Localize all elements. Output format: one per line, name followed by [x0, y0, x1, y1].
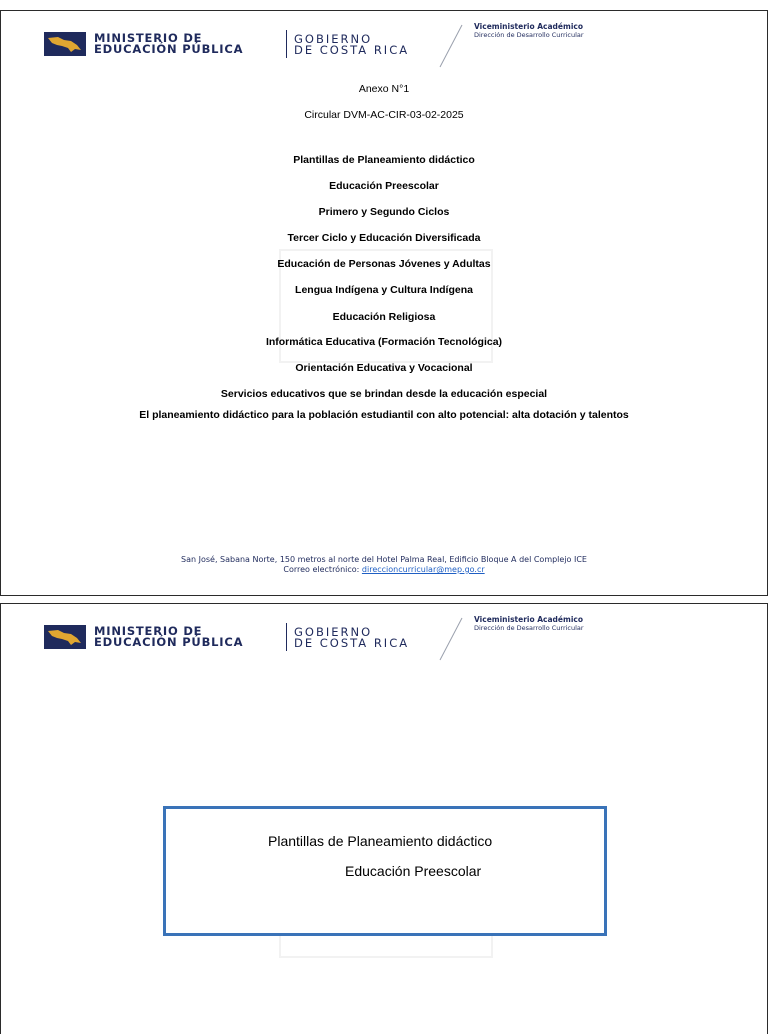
circular-number: Circular DVM-AC-CIR-03-02-2025: [304, 109, 464, 121]
box-title: Plantillas de Planeamiento didáctico: [268, 833, 493, 849]
footer-email-line: [1, 565, 767, 575]
title-box: [163, 806, 607, 936]
list-item: Educación Preescolar: [329, 180, 439, 192]
ministry-name: [94, 626, 243, 648]
list-item: Lengua Indígena y Cultura Indígena: [295, 284, 473, 296]
government-name: [294, 627, 409, 649]
list-item: Educación de Personas Jóvenes y Adultas: [277, 258, 491, 270]
footer-email-link[interactable]: direccioncurricular@mep.go.cr: [361, 565, 485, 574]
government-line-1: GOBIERNO: [294, 625, 373, 639]
ministry-line-1: MINISTERIO DE: [94, 624, 203, 638]
header-divider: [286, 623, 287, 651]
letterhead: [1, 604, 767, 664]
vice-ministry-block: [474, 22, 584, 40]
list-item: Plantillas de Planeamiento didáctico: [293, 154, 475, 166]
ministry-name: [94, 33, 243, 55]
vice-ministry-title: Viceministerio Académico: [474, 22, 583, 31]
vice-ministry-subtitle: Dirección de Desarrollo Curricular: [474, 624, 584, 632]
list-item: Primero y Segundo Ciclos: [318, 206, 450, 218]
government-name: [294, 34, 409, 56]
vice-ministry-title: Viceministerio Académico: [474, 615, 583, 624]
letterhead: [1, 11, 767, 71]
page-footer: [1, 555, 767, 575]
list-item: El planeamiento didáctico para la población estudiantil con alto potencial: alta dotación y talentos: [139, 409, 629, 421]
footer-address: San José, Sabana Norte, 150 metros al norte del Hotel Palma Real, Edificio Bloque A del Complejo ICE: [181, 555, 587, 564]
costa-rica-map-logo-icon: [44, 625, 86, 649]
list-item: Educación Religiosa: [332, 311, 436, 323]
header-slash-divider: [437, 23, 465, 69]
ministry-line-1: MINISTERIO DE: [94, 31, 203, 45]
vice-ministry-subtitle: Dirección de Desarrollo Curricular: [474, 31, 584, 39]
document-page-2: [0, 603, 768, 1034]
costa-rica-map-logo-icon: [44, 32, 86, 56]
list-item: Servicios educativos que se brindan desde la educación especial: [220, 388, 548, 400]
ministry-line-2: EDUCACIÓN PÚBLICA: [94, 635, 244, 649]
footer-email-label: Correo electrónico:: [283, 565, 360, 574]
government-line-1: GOBIERNO: [294, 32, 373, 46]
list-item: Informática Educativa (Formación Tecnológica): [265, 336, 503, 348]
ministry-line-2: EDUCACIÓN PÚBLICA: [94, 42, 244, 56]
box-subtitle: Educación Preescolar: [345, 863, 482, 879]
government-line-2: DE COSTA RICA: [294, 43, 410, 57]
government-line-2: DE COSTA RICA: [294, 636, 410, 650]
header-divider: [286, 30, 287, 58]
header-slash-divider: [437, 616, 465, 662]
annex-number: Anexo N°1: [358, 83, 410, 95]
list-item: Orientación Educativa y Vocacional: [295, 362, 473, 374]
document-page-1: [0, 10, 768, 596]
list-item: Tercer Ciclo y Educación Diversificada: [287, 232, 481, 244]
vice-ministry-block: [474, 615, 584, 633]
